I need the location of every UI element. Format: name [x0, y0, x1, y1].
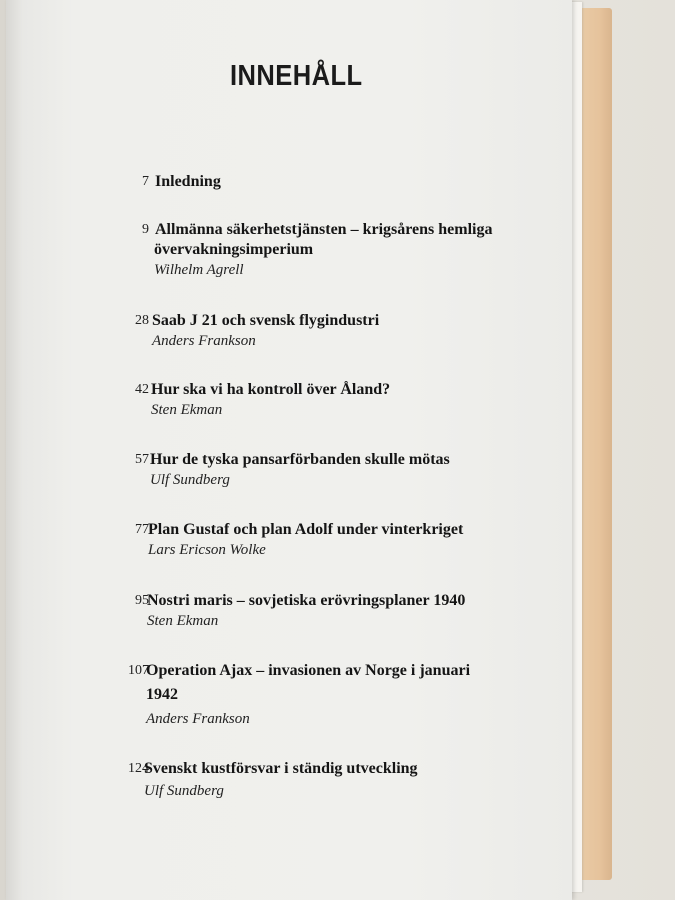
chapter-title: Plan Gustaf och plan Adolf under vinterkriget [148, 521, 464, 538]
page-number: 57 [135, 452, 149, 467]
page-number: 9 [142, 222, 149, 237]
page-number: 107 [128, 663, 149, 678]
page-number: 42 [135, 382, 149, 397]
chapter-author: Anders Frankson [152, 333, 256, 349]
chapter-title-continued: 1942 [146, 686, 178, 703]
chapter-title: Hur de tyska pansarförbanden skulle mötas [150, 451, 450, 468]
chapter-author: Anders Frankson [146, 711, 250, 727]
chapter-author: Sten Ekman [147, 613, 219, 629]
chapter-author: Sten Ekman [151, 402, 223, 418]
chapter-author: Ulf Sundberg [150, 472, 230, 488]
chapter-title: Operation Ajax – invasionen av Norge i januari [146, 662, 471, 679]
chapter-title: Allmänna säkerhetstjänsten – krigsårens hemliga [155, 221, 493, 238]
page-title: INNEHÅLL [230, 60, 363, 92]
page-number: 77 [135, 522, 149, 537]
page-number: 28 [135, 313, 149, 328]
chapter-title: Svenskt kustförsvar i ständig utveckling [144, 760, 418, 777]
chapter-title: Saab J 21 och svensk flygindustri [152, 312, 380, 329]
chapter-title: Nostri maris – sovjetiska erövringsplaner 1940 [147, 592, 466, 609]
book-page [6, 0, 572, 900]
chapter-author: Wilhelm Agrell [154, 262, 244, 278]
chapter-title: Inledning [155, 173, 221, 190]
chapter-author: Lars Ericson Wolke [148, 542, 266, 558]
chapter-author: Ulf Sundberg [144, 783, 224, 799]
page-number: 95 [135, 593, 149, 608]
chapter-title-continued: övervakningsimperium [154, 241, 314, 258]
page-number: 7 [142, 174, 149, 189]
page-number: 124 [128, 761, 149, 776]
chapter-title: Hur ska vi ha kontroll över Åland? [151, 381, 391, 398]
